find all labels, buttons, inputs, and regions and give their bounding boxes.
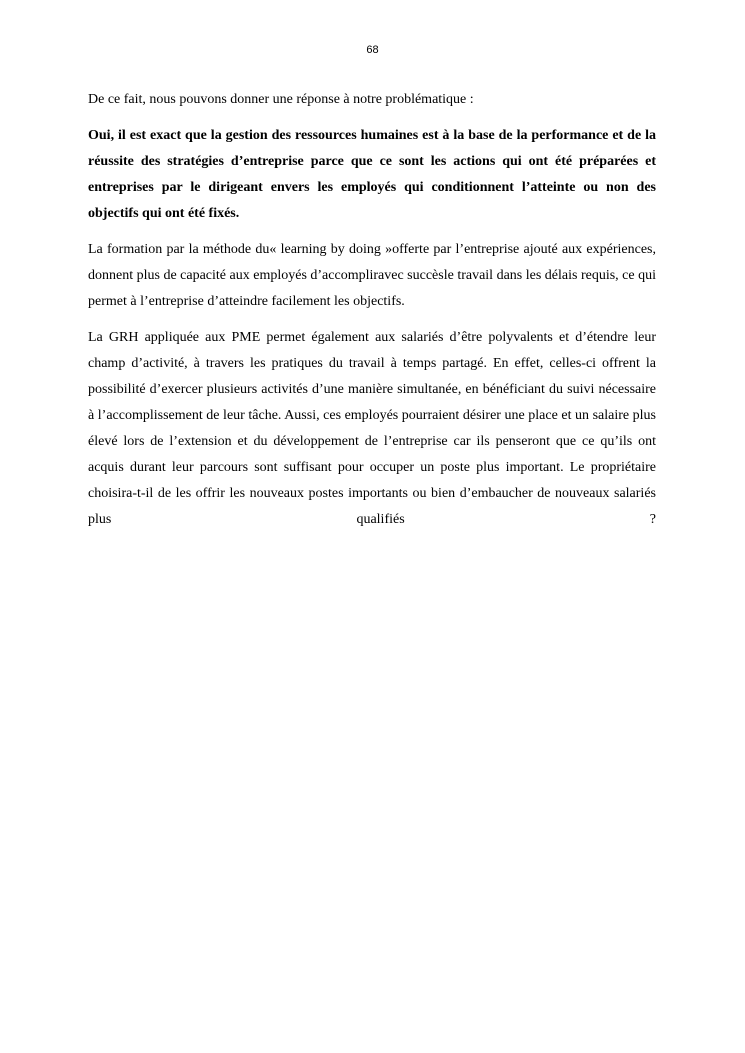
document-body: [88, 87, 656, 543]
training-paragraph: La formation par la méthode du« learning by doing »offerte par l’entreprise ajouté aux expériences, donnent plus de capacité aux employés d’accompliravec succèsle travail dans les délais requis, ce qui permet à l’entreprise d’atteindre facilement les objectifs.: [88, 242, 656, 309]
intro-paragraph: De ce fait, nous pouvons donner une réponse à notre problématique :: [88, 92, 474, 107]
grh-paragraph: La GRH appliquée aux PME permet également aux salariés d’être polyvalents et d’étendre leur champ d’activité, à travers les pratiques du travail à temps partagé. En effet, celles-ci offrent la possibilité d’exercer plusieurs activités d’une manière simultanée, en bénéficiant du suivi nécessaire à l’accomplissement de leur tâche. Aussi, ces employés pourraient désirer une place et un salaire plus élevé lors de l’extension et du développement de l’entreprise car ils penseront que ce qu’ils ont acquis durant leur parcours sont suffisant pour occuper un poste plus important. Le propriétaire choisira-t-il de les offrir les nouveaux postes importants ou bien d’embaucher de nouveaux salariés plus qualifiés ?: [88, 330, 656, 527]
page-number: 68: [366, 44, 379, 56]
answer-paragraph: Oui, il est exact que la gestion des ressources humaines est à la base de la performance et de la réussite des stratégies d’entreprise parce que ce sont les actions qui ont été préparées et entreprises par le dirigeant envers les employés qui conditionnent l’atteinte ou non des objectifs qui ont été fixés.: [88, 128, 656, 221]
